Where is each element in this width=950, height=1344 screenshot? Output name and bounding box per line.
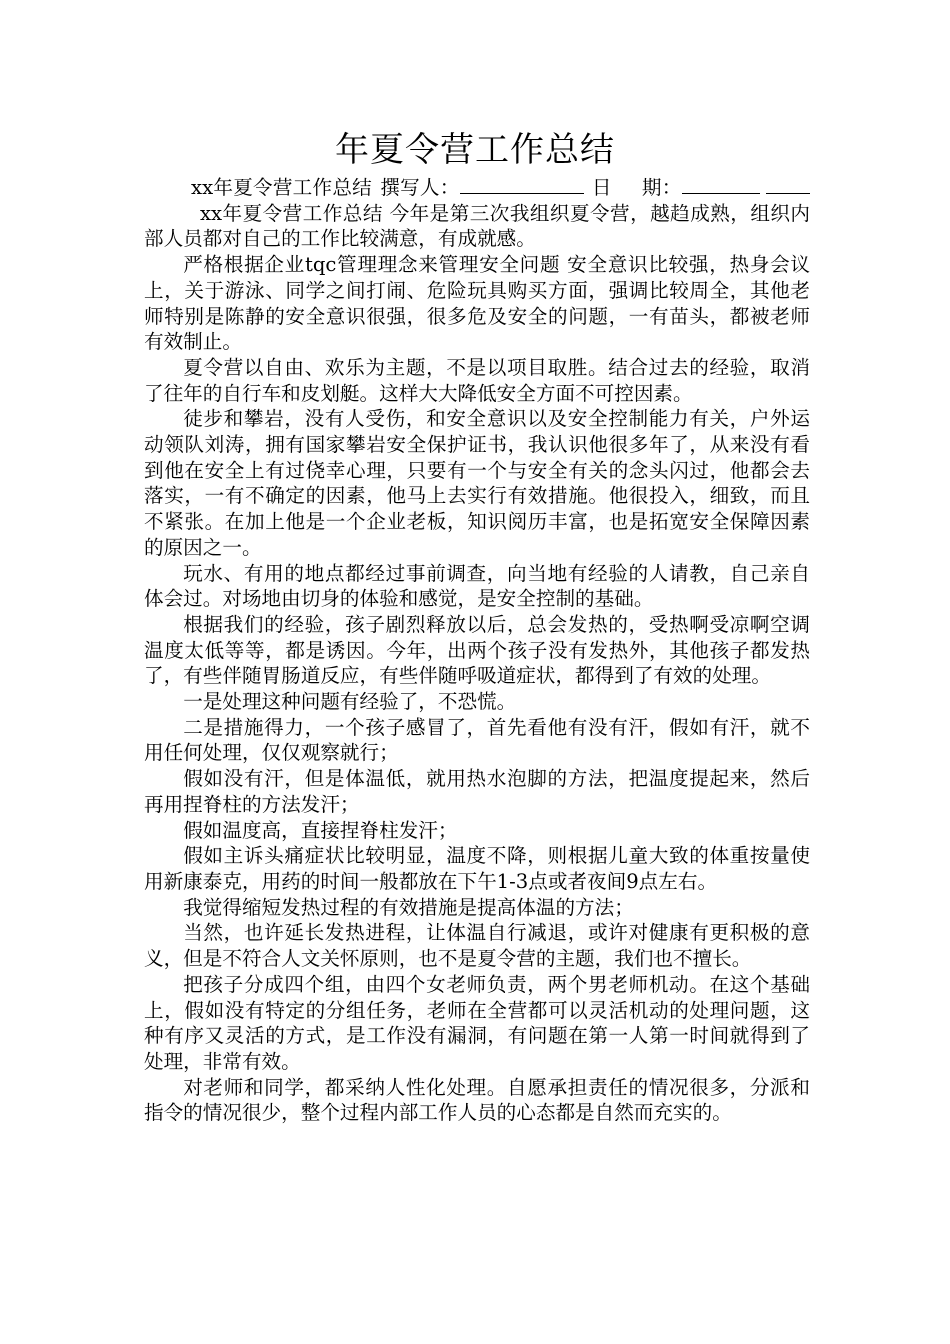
header-paragraph — [144, 175, 810, 252]
date-blank — [682, 176, 760, 194]
paragraph-2: 夏令营以自由、欢乐为主题，不是以项目取胜。结合过去的经验，取消了往年的自行车和皮划艇。这样大大降低安全方面不可控因素。 — [144, 355, 810, 405]
paragraph-10: 假如主诉头痛症状比较明显，温度不降，则根据儿童大致的体重按量使用新康泰克，用药的时间一般都放在下午1-3点或者夜间9点左右。 — [144, 844, 810, 893]
paragraph-3: 徒步和攀岩，没有人受伤，和安全意识以及安全控制能力有关，户外运动领队刘涛，拥有国家攀岩安全保护证书，我认识他很多年了，从来没有看到他在安全上有过侥幸心理，只要有一个与安全有关的念头闪过，他都会去落实，一有不确定的因素，他马上去实行有效措施。他很投入，细致，而且不紧张。在加上他是一个企业老板，知识阅历丰富，也是拓宽安全保障因素的原因之一。 — [144, 407, 810, 559]
paragraph-9: 假如温度高，直接捏脊柱发汗； — [183, 818, 458, 842]
paragraph-8: 假如没有汗，但是体温低，就用热水泡脚的方法，把温度提起来，然后再用捏脊柱的方法发汗； — [144, 767, 810, 816]
author-label: 撰写人： — [380, 176, 460, 199]
date-label-2: 期： — [641, 176, 682, 199]
document-title: 年夏令营工作总结 — [335, 130, 615, 170]
paragraph-7: 二是措施得力，一个孩子感冒了，首先看他有没有汗，假如有汗，就不用任何处理，仅仅观察就行； — [144, 715, 810, 765]
date-label-1: 日 — [591, 176, 612, 199]
paragraph-5: 根据我们的经验，孩子剧烈释放以后，总会发热的，受热啊受凉啊空调温度太低等等，都是诱因。今年，出两个孩子没有发热外，其他孩子都发热了，有些伴随胃肠道反应，有些伴随呼吸道症状，都得到了有效的处理。 — [144, 612, 810, 688]
paragraph-1: 严格根据企业tqc管理理念来管理安全问题 安全意识比较强，热身会议上，关于游泳、同学之间打闹、危险玩具购买方面，强调比较周全，其他老师特别是陈静的安全意识很强，很多危及安全的问题，一有苗头，都被老师有效制止。 — [144, 253, 810, 354]
author-blank — [460, 176, 584, 194]
date-blank-continued — [766, 176, 810, 194]
paragraph-12: 当然，也许延长发热进程，让体温自行减退，或许对健康有更积极的意义，但是不符合人文关怀原则，也不是夏令营的主题，我们也不擅长。 — [144, 921, 810, 971]
paragraph-13: 把孩子分成四个组，由四个女老师负责，两个男老师机动。在这个基础上，假如没有特定的分组任务，老师在全营都可以灵活机动的处理问题，这种有序又灵活的方式，是工作没有漏洞，有问题在第一人第一时间就得到了处理，非常有效。 — [144, 972, 810, 1073]
paragraph-6: 一是处理这种问题有经验了，不恐慌。 — [183, 690, 517, 714]
header-doc-name: xx年夏令营工作总结 — [191, 176, 373, 199]
paragraph-4: 玩水、有用的地点都经过事前调查，向当地有经验的人请教，自己亲自体会过。对场地由切身的体验和感觉，是安全控制的基础。 — [144, 561, 810, 611]
document-body — [144, 175, 810, 1126]
paragraph-14: 对老师和同学，都采纳人性化处理。自愿承担责任的情况很多，分派和指令的情况很少，整个过程内部工作人员的心态都是自然而充实的。 — [144, 1075, 810, 1125]
intro-text: xx年夏令营工作总结 今年是第三次我组织夏令营，越趋成熟，组织内部人员都对自己的工作比较满意，有成就感。 — [144, 201, 810, 251]
paragraph-11: 我觉得缩短发热过程的有效措施是提高体温的方法； — [183, 895, 634, 919]
